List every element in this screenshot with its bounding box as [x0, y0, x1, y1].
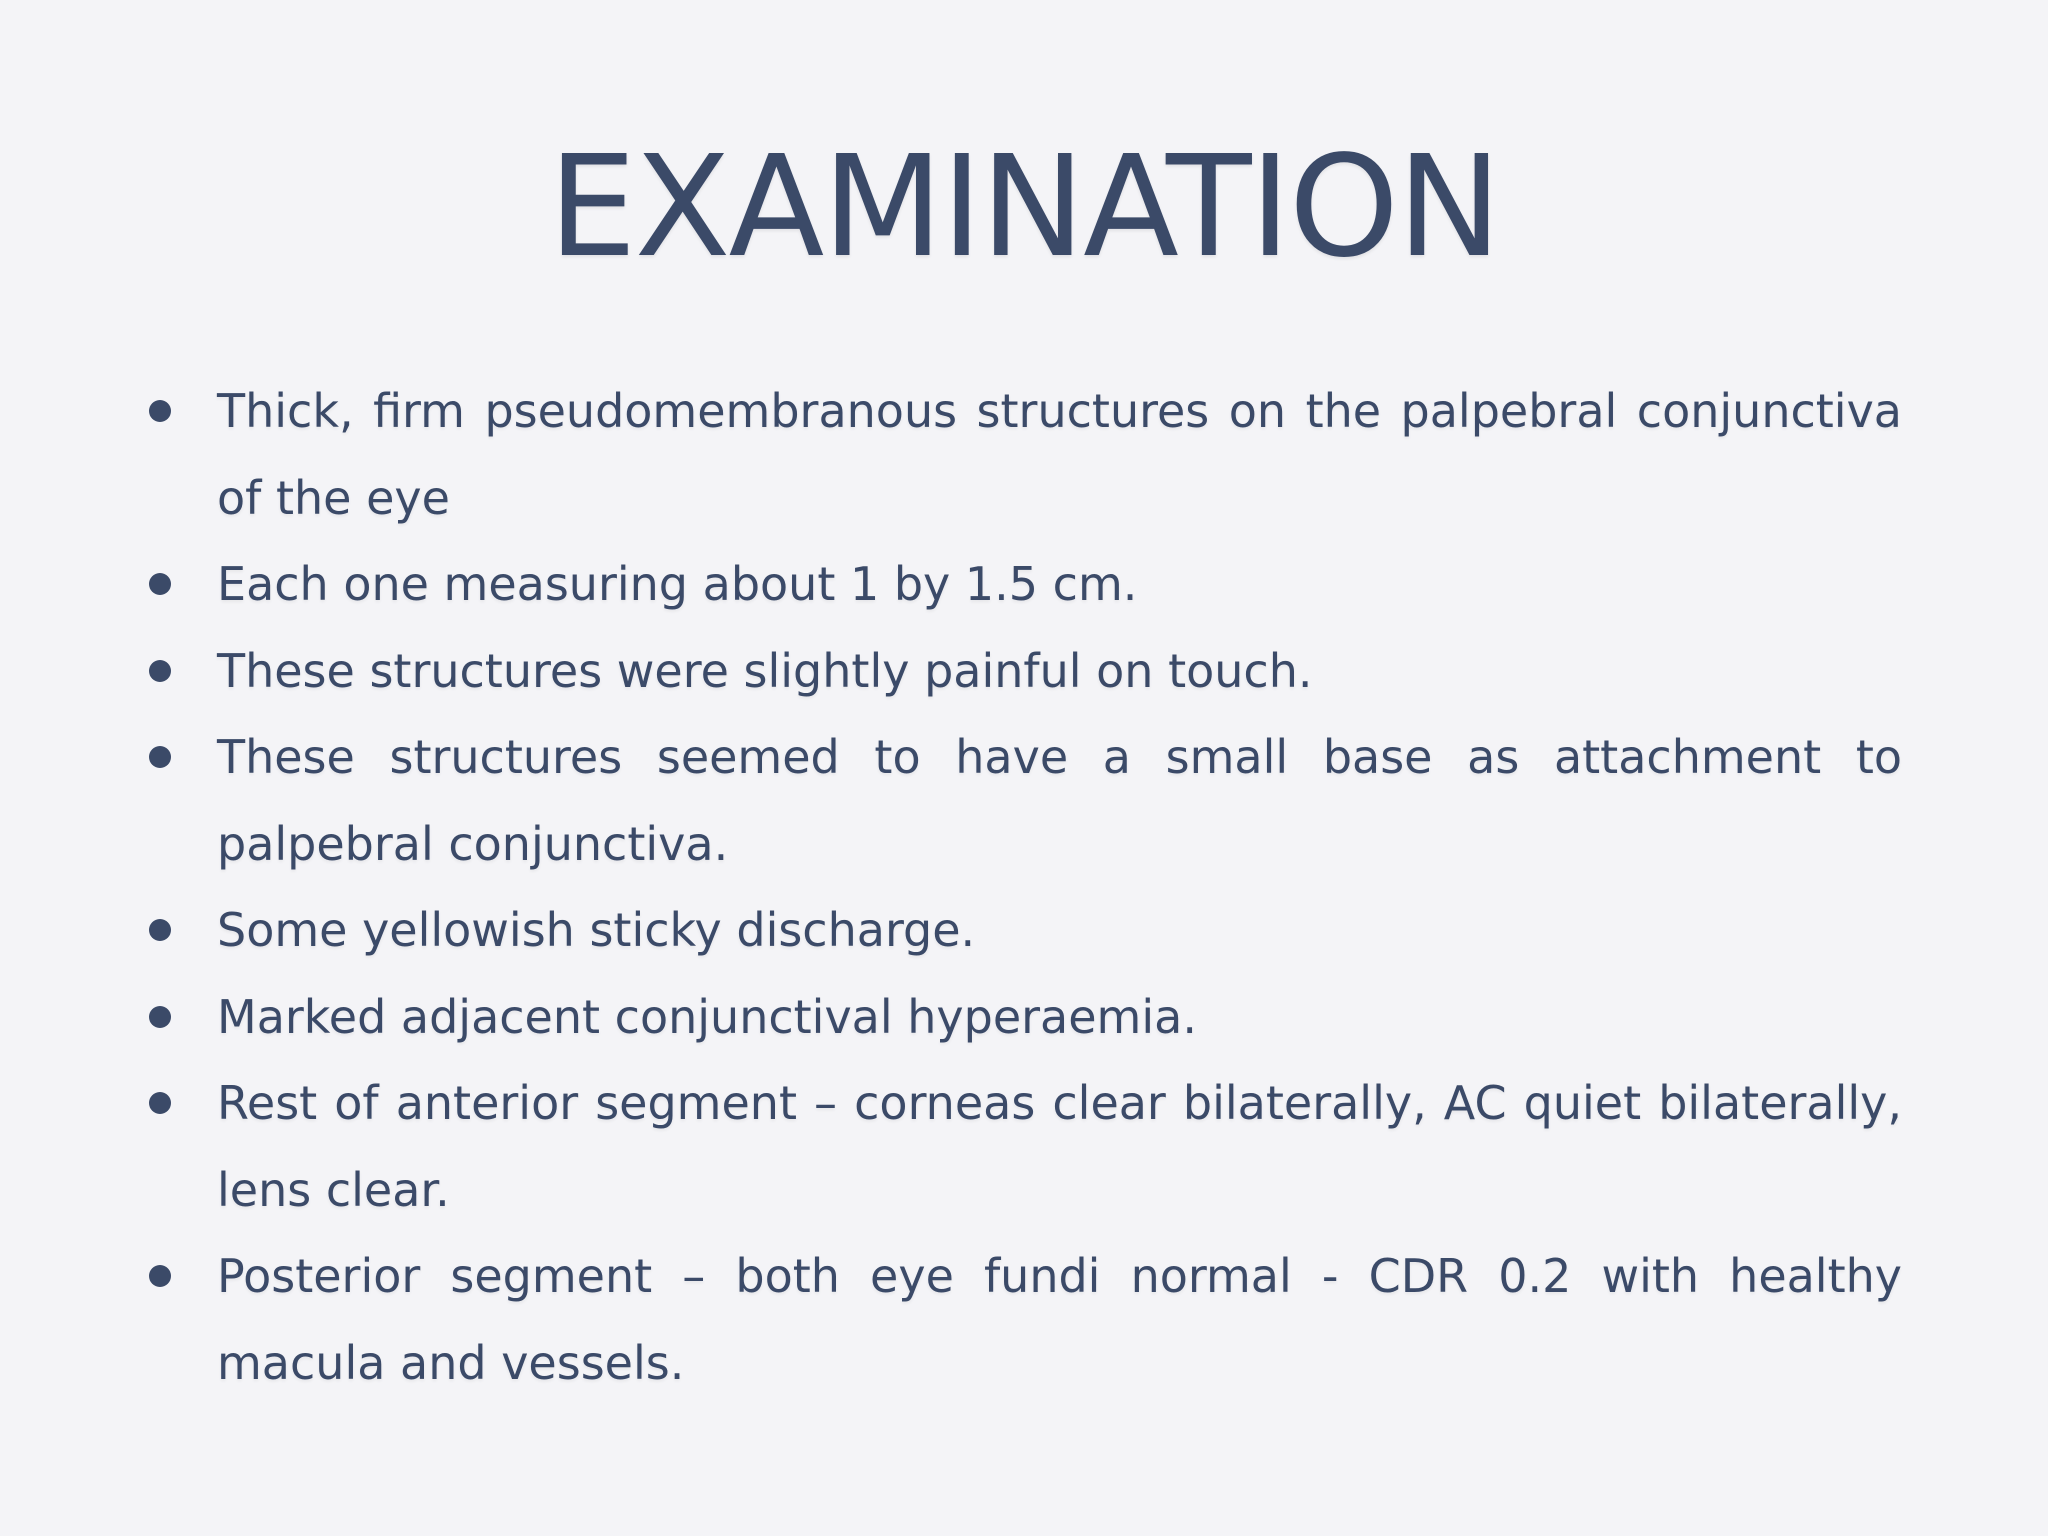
bullet-dot-icon — [149, 1092, 171, 1114]
bullet-text: Each one measuring about 1 by 1.5 cm. — [217, 557, 1138, 611]
bullet-item — [145, 541, 1902, 628]
bullet-dot-icon — [149, 400, 171, 422]
slide-title: EXAMINATION — [548, 126, 1500, 289]
bullet-dot-icon — [149, 1006, 171, 1028]
bullet-dot-icon — [149, 660, 171, 682]
bullet-text: Posterior segment – both eye fundi normal - CDR 0.2 with healthy macula and vessels. — [217, 1249, 1902, 1390]
bullet-item — [145, 1233, 1902, 1406]
bullet-dot-icon — [149, 919, 171, 941]
bullet-text: Some yellowish sticky discharge. — [217, 903, 976, 957]
bullet-text: Rest of anterior segment – corneas clear bilaterally, AC quiet bilaterally, lens clear. — [217, 1076, 1902, 1217]
bullet-item — [145, 714, 1902, 887]
bullet-item — [145, 887, 1902, 974]
bullet-item — [145, 974, 1902, 1061]
bullet-item — [145, 628, 1902, 715]
bullet-dot-icon — [149, 1265, 171, 1287]
bullet-text: These structures seemed to have a small base as attachment to palpebral conjunctiva. — [217, 730, 1902, 871]
bullet-text: Marked adjacent conjunctival hyperaemia. — [217, 989, 1197, 1044]
bullet-text: Thick, firm pseudomembranous structures on the palpebral conjunctiva of the eye — [217, 384, 1902, 525]
bullet-item — [145, 1060, 1902, 1233]
bullet-item — [145, 368, 1902, 541]
bullet-dot-icon — [149, 573, 171, 595]
bullet-dot-icon — [149, 746, 171, 768]
bullet-text: These structures were slightly painful on touch. — [217, 643, 1313, 698]
bullet-list — [145, 368, 1902, 1406]
